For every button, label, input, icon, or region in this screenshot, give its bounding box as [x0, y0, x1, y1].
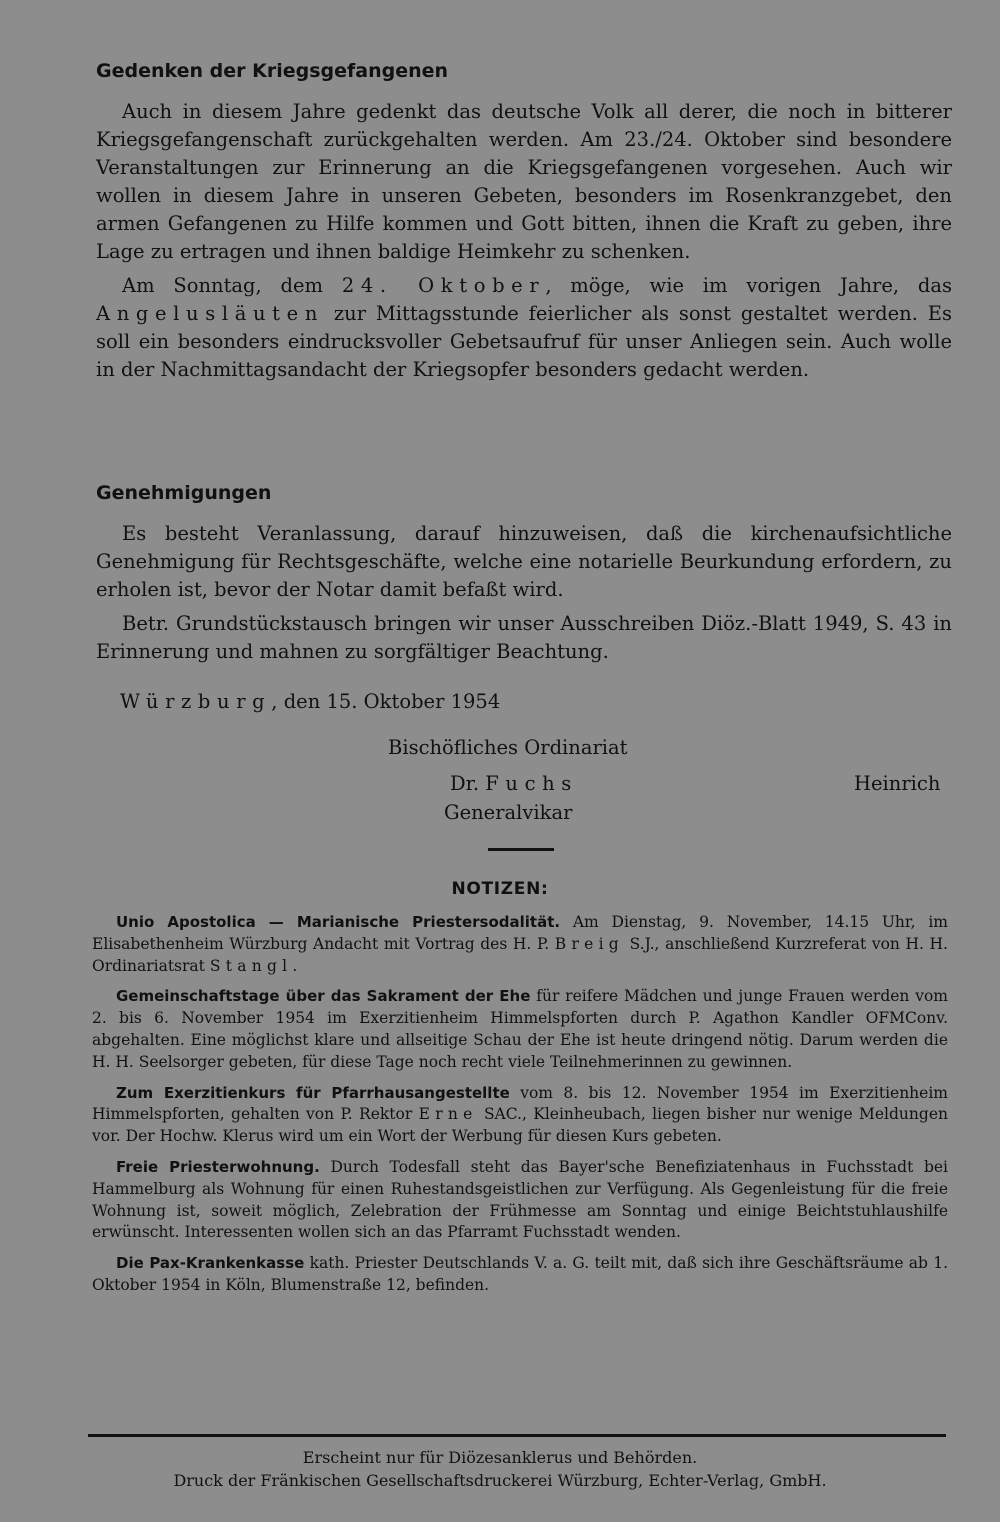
section-kriegsgefangene	[96, 56, 952, 384]
note-item: Gemeinschaftstage über das Sakrament der Ehe für reifere Mädchen und junge Frauen werden vom 2. bis 6. November 1954 im Exerzitienheim Himmelspforten durch P. Agathon Kandler OFMConv. abgehalten. Eine möglichst klare und allseitige Schau der Ehe ist heute dringend nötig. Darum werden die H. H. Seelsorger gebeten, für diese Tage noch recht viele Teilnehmerinnen zu gewinnen.	[92, 987, 949, 1071]
spaced-word: Angelusläuten	[96, 302, 325, 325]
footer	[0, 1446, 1000, 1492]
city: Würzburg	[120, 690, 272, 713]
footer-line: Druck der Fränkischen Gesellschaftsdruckerei Würzburg, Echter-Verlag, GmbH.	[173, 1471, 827, 1490]
note-item: Unio Apostolica — Marianische Priestersodalität. Am Dienstag, 9. November, 14.15 Uhr, im Elisabethenheim Würzburg Andacht mit Vortrag des H. P. Breig S.J., anschließend Kurzreferat von H. H. Ordinariatsrat Stangl.	[92, 913, 948, 975]
place-date: Würzburg, den 15. Oktober 1954	[120, 690, 501, 713]
note-item: Freie Priesterwohnung. Durch Todesfall steht das Bayer'sche Benefiziatenhaus in Fuchsstadt bei Hammelburg als Wohnung für einen Ruhestandsgeistlichen zur Verfügung. Als Gegenleistung für die freie Wohnung ist, soweit möglich, Zelebration der Frühmesse am Sonntag und einige Beichtstuhlaushilfe erwünscht. Interessenten wollen sich an das Pfarramt Fuchsstadt wenden.	[92, 1157, 948, 1242]
footer-line: Erscheint nur für Diözesanklerus und Behörden.	[302, 1448, 698, 1467]
notes-heading: NOTIZEN:	[451, 879, 549, 899]
signature-right-name: Heinrich	[854, 772, 941, 795]
footer-divider	[88, 1434, 946, 1437]
notes-section	[92, 912, 948, 1306]
spaced-date: 24. Oktober	[341, 274, 546, 297]
divider	[488, 848, 554, 851]
signature-office: Bischöfliches Ordinariat	[388, 736, 628, 759]
section-heading: Gedenken der Kriegsgefangenen	[96, 60, 449, 82]
section-heading: Genehmigungen	[96, 482, 272, 504]
note-item: Zum Exerzitienkurs für Pfarrhausangestellte vom 8. bis 12. November 1954 im Exerzitienheim Himmelspforten, gehalten von P. Rektor Erne SAC., Kleinheubach, liegen bisher nur wenige Meldungen vor. Der Hochw. Klerus wird um ein Wort der Werbung für diesen Kurs gebeten.	[92, 1083, 948, 1146]
paragraph: Es besteht Veranlassung, darauf hinzuweisen, daß die kirchenaufsichtliche Genehmigung für Rechtsgeschäfte, welche eine notarielle Beurkundung erfordern, zu erholen ist, bevor der Notar damit befaßt wird.	[96, 522, 952, 601]
paragraph: Auch in diesem Jahre gedenkt das deutsche Volk all derer, die noch in bitterer Kriegsgefangenschaft zurückgehalten werden. Am 23./24. Oktober sind besondere Veranstaltungen zur Erinnerung an die Kriegsgefangenen vorgesehen. Auch wir wollen in diesem Jahre in unseren Gebeten, besonders im Rosenkranzgebet, den armen Gefangenen zu Hilfe kommen und Gott bitten, ihnen die Kraft zu geben, ihre Lage zu ertragen und ihnen baldige Heimkehr zu schenken.	[96, 100, 952, 263]
note-item: Die Pax-Krankenkasse kath. Priester Deutschlands V. a. G. teilt mit, daß sich ihre Geschäftsräume ab 1. Oktober 1954 in Köln, Blumenstraße 12, befinden.	[92, 1254, 948, 1294]
section-genehmigungen	[96, 478, 952, 666]
signature-name: Dr. Fuchs	[450, 772, 578, 795]
paragraph: Betr. Grundstückstausch bringen wir unser Ausschreiben Diöz.-Blatt 1949, S. 43 in Erinnerung und mahnen zu sorgfältiger Beachtung.	[96, 612, 952, 663]
paragraph: Am Sonntag, dem 24. Oktober, möge, wie im vorigen Jahre, das Angelusläuten zur Mittagsstunde feierlicher als sonst gestaltet werden. Es soll ein besonders eindrucksvoller Gebetsaufruf für unser Anliegen sein. Auch wolle in der Nachmittagsandacht der Kriegsopfer besonders gedacht werden.	[96, 274, 952, 381]
signature-title: Generalvikar	[444, 801, 573, 824]
